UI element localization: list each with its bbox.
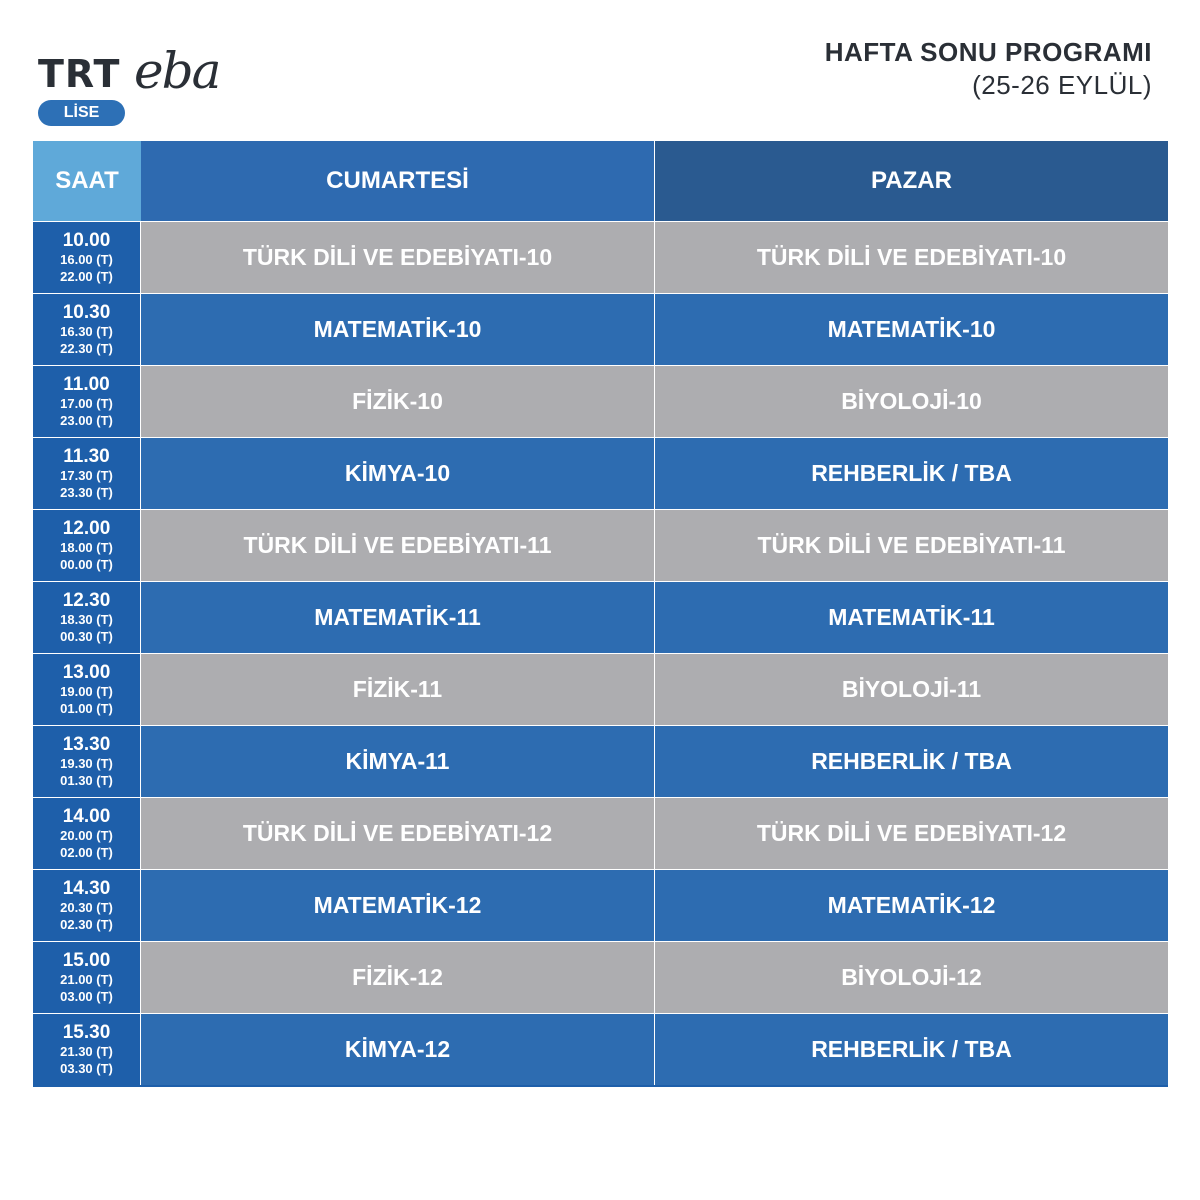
table-row xyxy=(33,509,1168,581)
broadcast-time: 15.00 xyxy=(62,949,111,971)
rerun-time-2: 00.00 (T) xyxy=(60,556,113,572)
pazar-lesson: TÜRK DİLİ VE EDEBİYATI-10 xyxy=(654,222,1168,293)
cumartesi-lesson: TÜRK DİLİ VE EDEBİYATI-11 xyxy=(141,510,654,581)
rerun-time-2: 23.00 (T) xyxy=(60,412,113,428)
pazar-lesson: MATEMATİK-11 xyxy=(654,582,1168,653)
page-title-block xyxy=(825,36,1152,102)
pazar-lesson: BİYOLOJİ-10 xyxy=(654,366,1168,437)
broadcast-time: 12.00 xyxy=(62,517,111,539)
cumartesi-lesson: FİZİK-11 xyxy=(141,654,654,725)
time-cell xyxy=(33,222,141,293)
cumartesi-lesson: MATEMATİK-11 xyxy=(141,582,654,653)
table-row xyxy=(33,725,1168,797)
rerun-time-1: 16.00 (T) xyxy=(60,251,113,267)
table-row xyxy=(33,653,1168,725)
broadcast-time: 13.30 xyxy=(62,733,111,755)
broadcast-time: 14.30 xyxy=(62,877,111,899)
rerun-time-1: 21.00 (T) xyxy=(60,971,113,987)
time-cell xyxy=(33,582,141,653)
table-body xyxy=(33,221,1168,1085)
pazar-lesson: MATEMATİK-10 xyxy=(654,294,1168,365)
rerun-time-1: 20.30 (T) xyxy=(60,899,113,915)
time-cell xyxy=(33,942,141,1013)
rerun-time-2: 01.00 (T) xyxy=(60,700,113,716)
time-cell xyxy=(33,726,141,797)
pazar-lesson: MATEMATİK-12 xyxy=(654,870,1168,941)
cumartesi-lesson: KİMYA-10 xyxy=(141,438,654,509)
cumartesi-lesson: TÜRK DİLİ VE EDEBİYATI-12 xyxy=(141,798,654,869)
rerun-time-1: 17.00 (T) xyxy=(60,395,113,411)
rerun-time-2: 23.30 (T) xyxy=(60,484,113,500)
pazar-lesson: BİYOLOJİ-11 xyxy=(654,654,1168,725)
cumartesi-lesson: FİZİK-10 xyxy=(141,366,654,437)
table-row xyxy=(33,797,1168,869)
broadcast-time: 11.30 xyxy=(63,445,110,467)
broadcast-time: 14.00 xyxy=(62,805,111,827)
broadcast-time: 12.30 xyxy=(62,589,111,611)
pazar-lesson: REHBERLİK / TBA xyxy=(654,1014,1168,1085)
rerun-time-1: 20.00 (T) xyxy=(60,827,113,843)
rerun-time-2: 02.30 (T) xyxy=(60,916,113,932)
rerun-time-1: 18.30 (T) xyxy=(60,611,113,627)
rerun-time-2: 02.00 (T) xyxy=(60,844,113,860)
page-title: HAFTA SONU PROGRAMI xyxy=(824,37,1152,67)
schedule-table xyxy=(33,141,1168,1087)
cumartesi-lesson: KİMYA-11 xyxy=(141,726,654,797)
rerun-time-1: 17.30 (T) xyxy=(60,467,113,483)
pazar-lesson: TÜRK DİLİ VE EDEBİYATI-12 xyxy=(654,798,1168,869)
rerun-time-1: 21.30 (T) xyxy=(60,1043,113,1059)
time-cell xyxy=(33,294,141,365)
broadcast-time: 11.00 xyxy=(63,373,110,395)
rerun-time-1: 19.30 (T) xyxy=(60,755,113,771)
table-row xyxy=(33,941,1168,1013)
broadcast-time: 13.00 xyxy=(62,661,111,683)
table-row xyxy=(33,581,1168,653)
rerun-time-2: 01.30 (T) xyxy=(60,772,113,788)
pazar-lesson: REHBERLİK / TBA xyxy=(654,438,1168,509)
table-row xyxy=(33,1013,1168,1085)
table-row xyxy=(33,437,1168,509)
table-header-row xyxy=(33,141,1168,221)
broadcast-time: 15.30 xyxy=(62,1021,111,1043)
cumartesi-lesson: KİMYA-12 xyxy=(141,1014,654,1085)
time-cell xyxy=(33,366,141,437)
header-pazar: PAZAR xyxy=(654,141,1168,221)
time-cell xyxy=(33,1014,141,1085)
logo-eba-text: eba xyxy=(134,42,220,100)
cumartesi-lesson: FİZİK-12 xyxy=(141,942,654,1013)
rerun-time-1: 19.00 (T) xyxy=(60,683,113,699)
rerun-time-2: 00.30 (T) xyxy=(60,628,113,644)
rerun-time-2: 22.00 (T) xyxy=(60,268,113,284)
broadcast-time: 10.30 xyxy=(62,301,111,323)
logo-trt-text: TRT xyxy=(38,52,121,96)
pazar-lesson: REHBERLİK / TBA xyxy=(654,726,1168,797)
page-subtitle-dates: (25-26 EYLÜL) xyxy=(972,70,1152,100)
table-row xyxy=(33,365,1168,437)
pazar-lesson: TÜRK DİLİ VE EDEBİYATI-11 xyxy=(654,510,1168,581)
rerun-time-2: 03.00 (T) xyxy=(60,988,113,1004)
rerun-time-2: 22.30 (T) xyxy=(60,340,113,356)
rerun-time-1: 18.00 (T) xyxy=(60,539,113,555)
rerun-time-1: 16.30 (T) xyxy=(60,323,113,339)
cumartesi-lesson: MATEMATİK-10 xyxy=(141,294,654,365)
time-cell xyxy=(33,438,141,509)
table-row xyxy=(33,221,1168,293)
table-row xyxy=(33,293,1168,365)
time-cell xyxy=(33,510,141,581)
cumartesi-lesson: TÜRK DİLİ VE EDEBİYATI-10 xyxy=(141,222,654,293)
table-bottom-border xyxy=(33,1085,1168,1087)
trt-eba-logo xyxy=(38,42,228,130)
lise-badge: LİSE xyxy=(38,100,125,126)
time-cell xyxy=(33,870,141,941)
time-cell xyxy=(33,798,141,869)
header-saat: SAAT xyxy=(33,141,141,221)
time-cell xyxy=(33,654,141,725)
cumartesi-lesson: MATEMATİK-12 xyxy=(141,870,654,941)
table-row xyxy=(33,869,1168,941)
broadcast-time: 10.00 xyxy=(62,229,111,251)
rerun-time-2: 03.30 (T) xyxy=(60,1060,113,1076)
header-cumartesi: CUMARTESİ xyxy=(141,141,654,221)
pazar-lesson: BİYOLOJİ-12 xyxy=(654,942,1168,1013)
